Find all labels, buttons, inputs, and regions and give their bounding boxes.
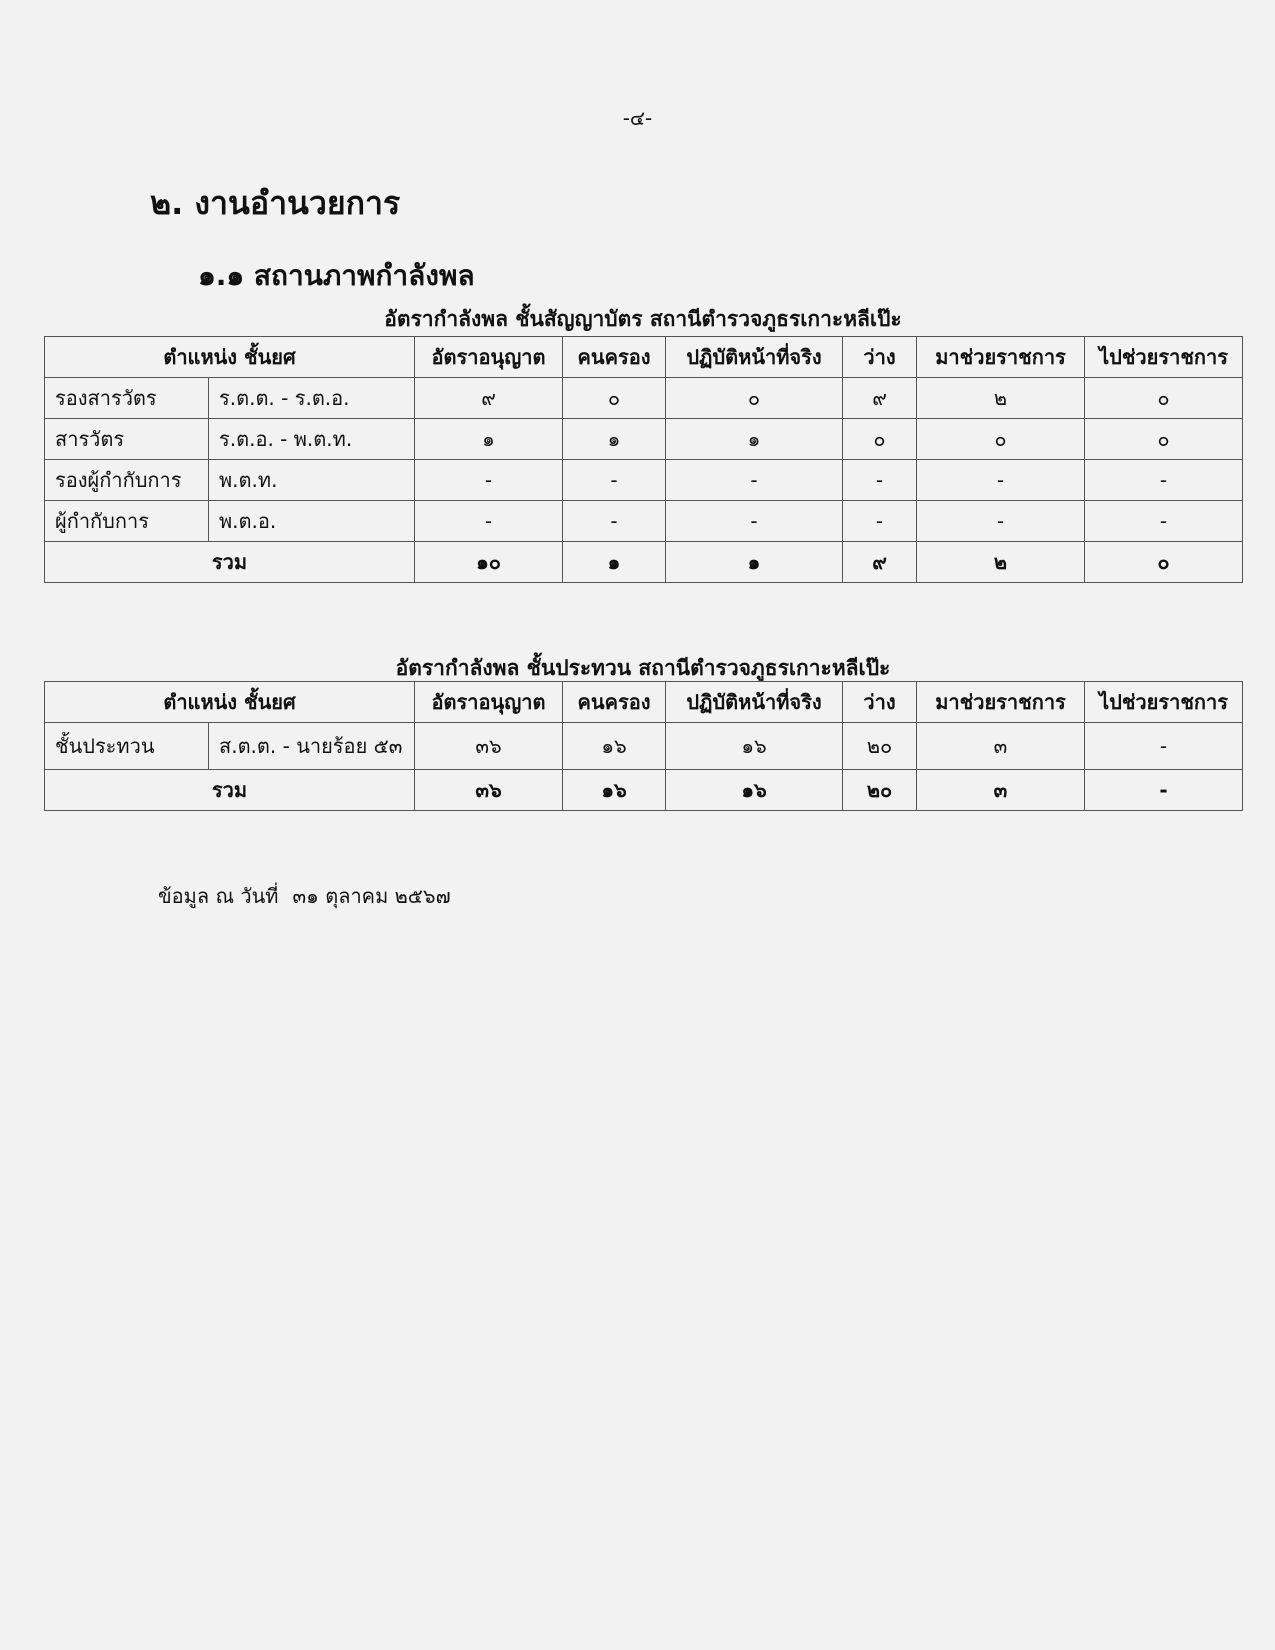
incoming-cell: - (917, 501, 1085, 542)
data-as-of-note (158, 880, 451, 912)
data-as-of-label: ข้อมูล ณ วันที่ (158, 884, 279, 908)
column-header-occupied: คนครอง (563, 337, 666, 378)
total-incoming: ๒ (917, 542, 1085, 583)
occupied-cell: - (563, 460, 666, 501)
vacant-cell: ๐ (843, 419, 917, 460)
authorized-cell: ๙ (415, 378, 563, 419)
column-header-actual: ปฏิบัติหน้าที่จริง (666, 337, 843, 378)
occupied-cell: ๐ (563, 378, 666, 419)
total-vacant: ๙ (843, 542, 917, 583)
data-as-of-date: ๓๑ ตุลาคม ๒๕๖๗ (292, 884, 451, 908)
page-number: -๔- (622, 106, 653, 130)
incoming-cell: ๐ (917, 419, 1085, 460)
position-cell: รองผู้กำกับการ (45, 460, 209, 501)
incoming-cell: ๒ (917, 378, 1085, 419)
column-header-position: ตำแหน่ง ชั้นยศ (45, 337, 415, 378)
actual-cell: - (666, 460, 843, 501)
total-incoming: ๓ (917, 770, 1085, 811)
column-header-outgoing: ไปช่วยราชการ (1085, 682, 1243, 723)
authorized-cell: ๓๖ (415, 723, 563, 770)
total-actual: ๑ (666, 542, 843, 583)
column-header-position: ตำแหน่ง ชั้นยศ (45, 682, 415, 723)
actual-cell: - (666, 501, 843, 542)
table-row (45, 419, 1243, 460)
noncommissioned-officers-table (44, 681, 1243, 811)
commissioned-officers-table (44, 336, 1243, 583)
rank-cell: พ.ต.อ. (209, 501, 415, 542)
table-title-noncommissioned: อัตรากำลังพล ชั้นประทวน สถานีตำรวจภูธรเกาะหลีเป๊ะ (395, 656, 891, 680)
column-header-incoming: มาช่วยราชการ (917, 337, 1085, 378)
position-cell: รองสารวัตร (45, 378, 209, 419)
table-row (45, 723, 1243, 770)
column-header-vacant: ว่าง (843, 682, 917, 723)
rank-cell: พ.ต.ท. (209, 460, 415, 501)
authorized-cell: ๑ (415, 419, 563, 460)
outgoing-cell: ๐ (1085, 378, 1243, 419)
total-label: รวม (45, 542, 415, 583)
position-cell: ผู้กำกับการ (45, 501, 209, 542)
table-row (45, 378, 1243, 419)
table-row (45, 501, 1243, 542)
total-row (45, 770, 1243, 811)
column-header-actual: ปฏิบัติหน้าที่จริง (666, 682, 843, 723)
vacant-cell: - (843, 460, 917, 501)
position-cell: สารวัตร (45, 419, 209, 460)
total-authorized: ๓๖ (415, 770, 563, 811)
vacant-cell: - (843, 501, 917, 542)
total-occupied: ๑๖ (563, 770, 666, 811)
column-header-incoming: มาช่วยราชการ (917, 682, 1085, 723)
table-header-row (45, 337, 1243, 378)
total-row (45, 542, 1243, 583)
total-outgoing: ๐ (1085, 542, 1243, 583)
table-row (45, 460, 1243, 501)
column-header-authorized: อัตราอนุญาต (415, 682, 563, 723)
incoming-cell: ๓ (917, 723, 1085, 770)
actual-cell: ๐ (666, 378, 843, 419)
rank-cell: ร.ต.อ. - พ.ต.ท. (209, 419, 415, 460)
outgoing-cell: ๐ (1085, 419, 1243, 460)
position-cell: ชั้นประทวน (45, 723, 209, 770)
column-header-occupied: คนครอง (563, 682, 666, 723)
total-label: รวม (45, 770, 415, 811)
outgoing-cell: - (1085, 501, 1243, 542)
table-header-row (45, 682, 1243, 723)
occupied-cell: - (563, 501, 666, 542)
vacant-cell: ๒๐ (843, 723, 917, 770)
subsection-heading: ๑.๑ สถานภาพกำลังพล (198, 259, 475, 292)
authorized-cell: - (415, 501, 563, 542)
actual-cell: ๑ (666, 419, 843, 460)
occupied-cell: ๑ (563, 419, 666, 460)
actual-cell: ๑๖ (666, 723, 843, 770)
vacant-cell: ๙ (843, 378, 917, 419)
section-heading: ๒. งานอำนวยการ (150, 184, 401, 222)
authorized-cell: - (415, 460, 563, 501)
outgoing-cell: - (1085, 723, 1243, 770)
total-occupied: ๑ (563, 542, 666, 583)
occupied-cell: ๑๖ (563, 723, 666, 770)
total-outgoing: - (1085, 770, 1243, 811)
column-header-outgoing: ไปช่วยราชการ (1085, 337, 1243, 378)
table-title-commissioned: อัตรากำลังพล ชั้นสัญญาบัตร สถานีตำรวจภูธรเกาะหลีเป๊ะ (384, 307, 902, 331)
total-actual: ๑๖ (666, 770, 843, 811)
rank-cell: ร.ต.ต. - ร.ต.อ. (209, 378, 415, 419)
column-header-vacant: ว่าง (843, 337, 917, 378)
rank-cell: ส.ต.ต. - นายร้อย ๕๓ (209, 723, 415, 770)
incoming-cell: - (917, 460, 1085, 501)
outgoing-cell: - (1085, 460, 1243, 501)
total-authorized: ๑๐ (415, 542, 563, 583)
column-header-authorized: อัตราอนุญาต (415, 337, 563, 378)
total-vacant: ๒๐ (843, 770, 917, 811)
